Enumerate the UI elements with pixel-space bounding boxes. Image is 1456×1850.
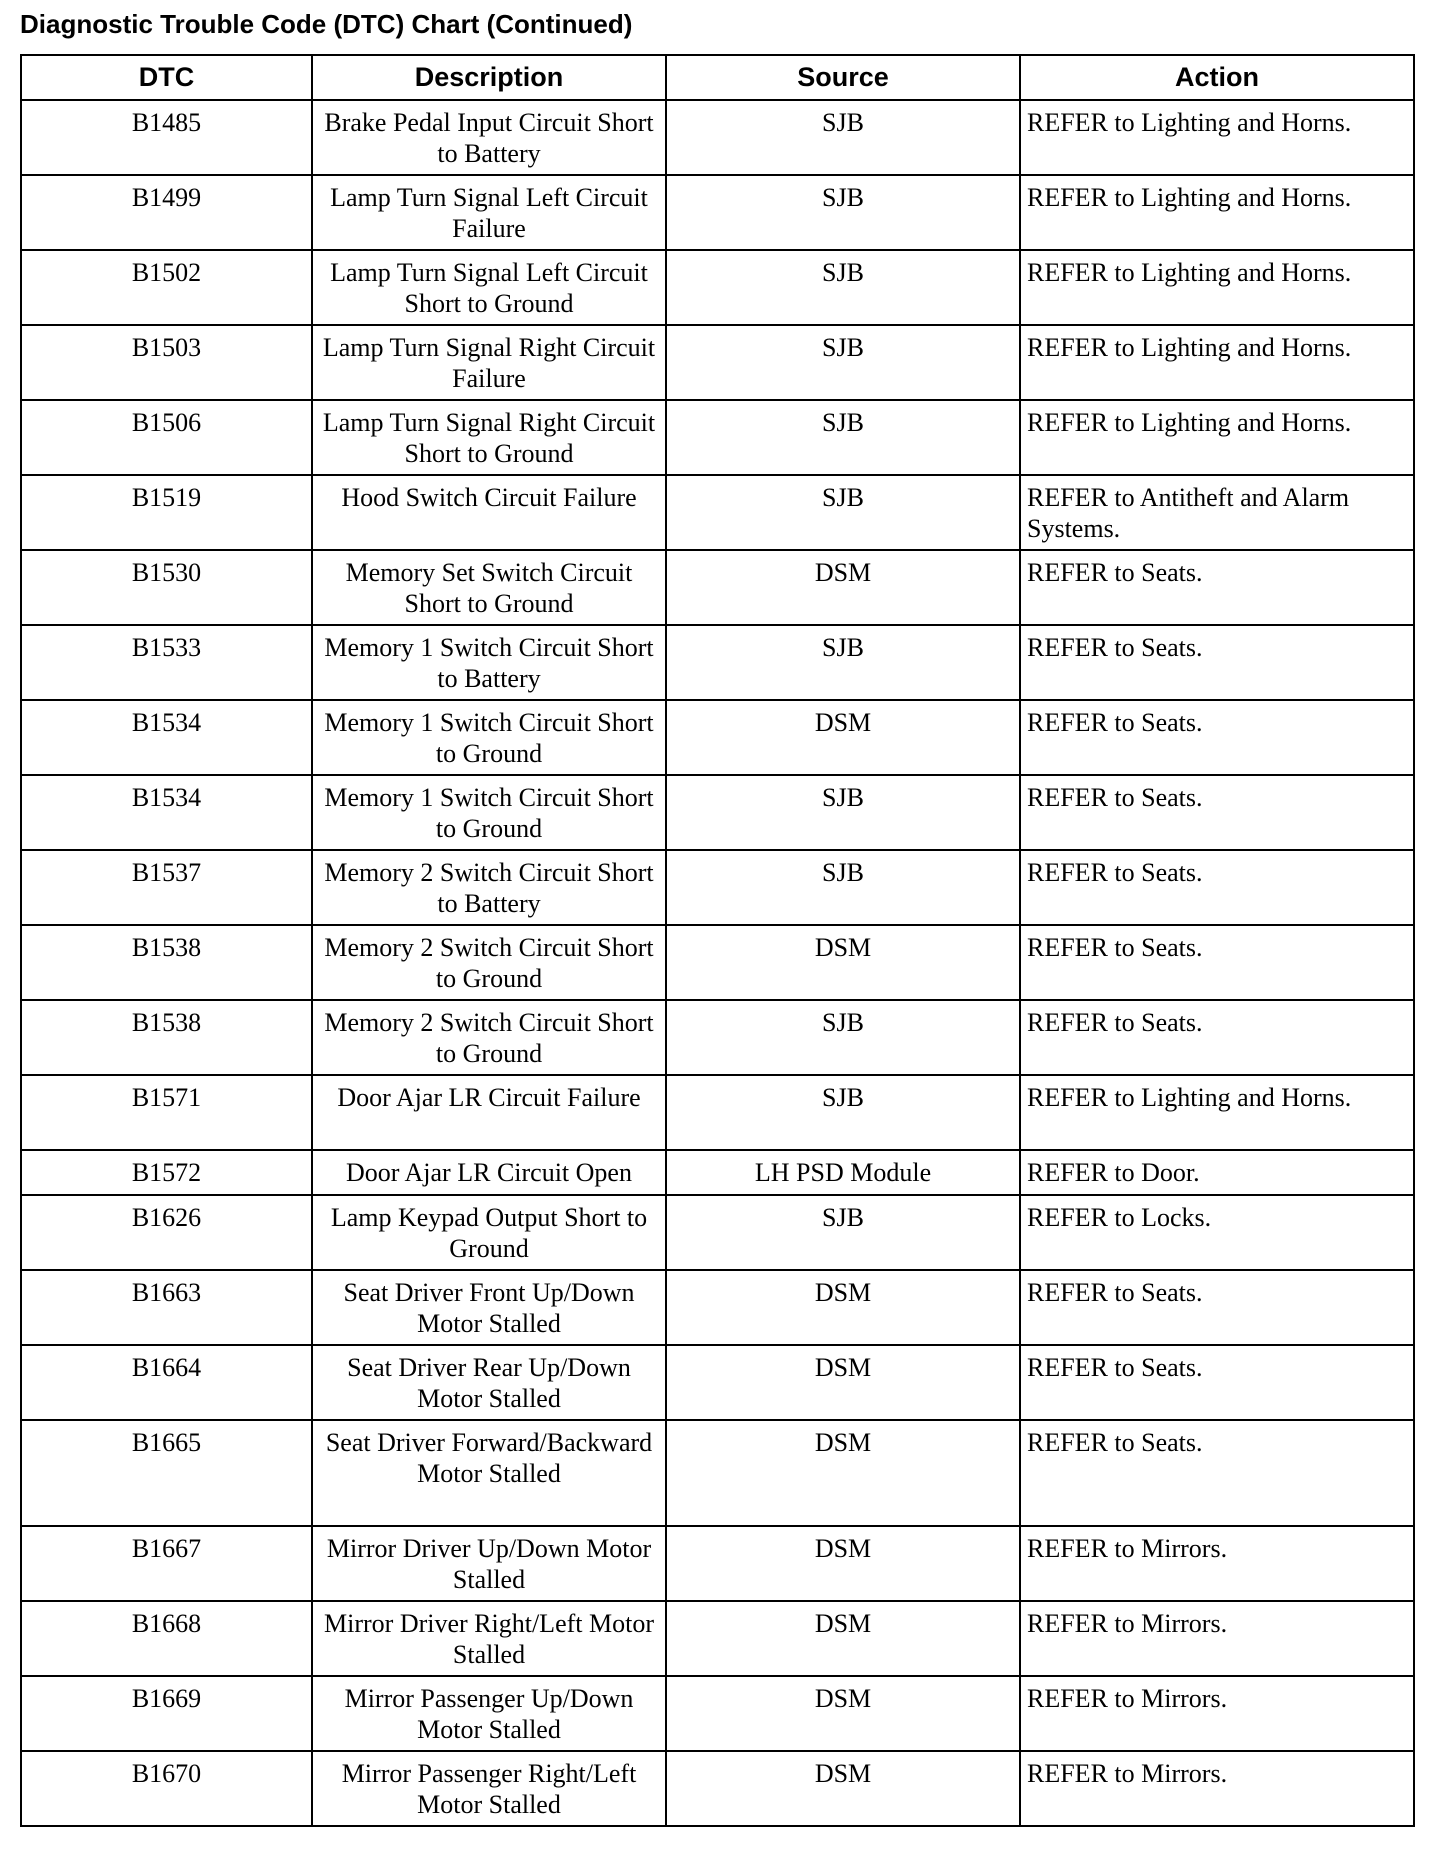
cell-dtc: B1519 xyxy=(21,475,312,550)
table-row xyxy=(21,700,1414,775)
cell-source: DSM xyxy=(666,1526,1020,1601)
cell-action: REFER to Lighting and Horns. xyxy=(1020,250,1414,325)
table-row xyxy=(21,1526,1414,1601)
table-row xyxy=(21,850,1414,925)
cell-description: Lamp Turn Signal Right Circuit Failure xyxy=(312,325,666,400)
cell-action: REFER to Lighting and Horns. xyxy=(1020,400,1414,475)
cell-description: Brake Pedal Input Circuit Short to Battery xyxy=(312,100,666,175)
cell-dtc: B1667 xyxy=(21,1526,312,1601)
table-header-row xyxy=(21,55,1414,100)
cell-source: SJB xyxy=(666,250,1020,325)
cell-description: Memory 1 Switch Circuit Short to Battery xyxy=(312,625,666,700)
cell-source: DSM xyxy=(666,1420,1020,1526)
cell-source: DSM xyxy=(666,1601,1020,1676)
cell-dtc: B1538 xyxy=(21,1000,312,1075)
column-header-action: Action xyxy=(1020,55,1414,100)
cell-description: Door Ajar LR Circuit Failure xyxy=(312,1075,666,1150)
cell-source: SJB xyxy=(666,850,1020,925)
cell-description: Memory Set Switch Circuit Short to Ground xyxy=(312,550,666,625)
cell-source: SJB xyxy=(666,1195,1020,1270)
cell-dtc: B1664 xyxy=(21,1345,312,1420)
cell-dtc: B1534 xyxy=(21,700,312,775)
cell-action: REFER to Mirrors. xyxy=(1020,1751,1414,1826)
cell-action: REFER to Seats. xyxy=(1020,925,1414,1000)
dtc-table xyxy=(20,54,1415,1827)
table-row xyxy=(21,925,1414,1000)
cell-source: SJB xyxy=(666,400,1020,475)
table-row xyxy=(21,1075,1414,1150)
cell-dtc: B1530 xyxy=(21,550,312,625)
page-title: Diagnostic Trouble Code (DTC) Chart (Continued) xyxy=(20,9,633,39)
cell-description: Hood Switch Circuit Failure xyxy=(312,475,666,550)
cell-dtc: B1506 xyxy=(21,400,312,475)
cell-source: SJB xyxy=(666,775,1020,850)
cell-dtc: B1571 xyxy=(21,1075,312,1150)
cell-dtc: B1626 xyxy=(21,1195,312,1270)
cell-action: REFER to Seats. xyxy=(1020,625,1414,700)
cell-dtc: B1665 xyxy=(21,1420,312,1526)
table-row xyxy=(21,625,1414,700)
table-row xyxy=(21,1420,1414,1526)
table-row xyxy=(21,475,1414,550)
cell-dtc: B1538 xyxy=(21,925,312,1000)
cell-description: Memory 1 Switch Circuit Short to Ground xyxy=(312,775,666,850)
table-row xyxy=(21,1270,1414,1345)
table-row xyxy=(21,1676,1414,1751)
cell-source: DSM xyxy=(666,1676,1020,1751)
table-row xyxy=(21,1150,1414,1195)
cell-dtc: B1670 xyxy=(21,1751,312,1826)
cell-description: Lamp Keypad Output Short to Ground xyxy=(312,1195,666,1270)
cell-description: Memory 2 Switch Circuit Short to Battery xyxy=(312,850,666,925)
cell-description: Mirror Passenger Up/Down Motor Stalled xyxy=(312,1676,666,1751)
cell-action: REFER to Seats. xyxy=(1020,775,1414,850)
cell-description: Mirror Passenger Right/Left Motor Stalled xyxy=(312,1751,666,1826)
cell-description: Mirror Driver Right/Left Motor Stalled xyxy=(312,1601,666,1676)
table-row xyxy=(21,1751,1414,1826)
table-row xyxy=(21,775,1414,850)
cell-action: REFER to Door. xyxy=(1020,1150,1414,1195)
cell-source: SJB xyxy=(666,625,1020,700)
cell-description: Seat Driver Forward/Backward Motor Stalled xyxy=(312,1420,666,1526)
cell-source: DSM xyxy=(666,925,1020,1000)
cell-description: Mirror Driver Up/Down Motor Stalled xyxy=(312,1526,666,1601)
column-header-dtc: DTC xyxy=(21,55,312,100)
table-row xyxy=(21,100,1414,175)
cell-dtc: B1502 xyxy=(21,250,312,325)
cell-action: REFER to Lighting and Horns. xyxy=(1020,175,1414,250)
table-row xyxy=(21,550,1414,625)
cell-description: Door Ajar LR Circuit Open xyxy=(312,1150,666,1195)
cell-action: REFER to Seats. xyxy=(1020,1000,1414,1075)
cell-description: Memory 1 Switch Circuit Short to Ground xyxy=(312,700,666,775)
table-row xyxy=(21,325,1414,400)
cell-action: REFER to Lighting and Horns. xyxy=(1020,325,1414,400)
cell-source: DSM xyxy=(666,550,1020,625)
cell-source: SJB xyxy=(666,475,1020,550)
cell-description: Seat Driver Front Up/Down Motor Stalled xyxy=(312,1270,666,1345)
cell-source: DSM xyxy=(666,1270,1020,1345)
cell-description: Lamp Turn Signal Left Circuit Failure xyxy=(312,175,666,250)
cell-action: REFER to Seats. xyxy=(1020,1270,1414,1345)
cell-source: DSM xyxy=(666,1751,1020,1826)
cell-action: REFER to Lighting and Horns. xyxy=(1020,1075,1414,1150)
cell-dtc: B1537 xyxy=(21,850,312,925)
cell-source: DSM xyxy=(666,1345,1020,1420)
table-row xyxy=(21,250,1414,325)
cell-dtc: B1572 xyxy=(21,1150,312,1195)
cell-description: Memory 2 Switch Circuit Short to Ground xyxy=(312,925,666,1000)
table-row xyxy=(21,400,1414,475)
cell-dtc: B1668 xyxy=(21,1601,312,1676)
cell-action: REFER to Antitheft and Alarm Systems. xyxy=(1020,475,1414,550)
cell-action: REFER to Seats. xyxy=(1020,850,1414,925)
cell-source: SJB xyxy=(666,100,1020,175)
cell-dtc: B1663 xyxy=(21,1270,312,1345)
cell-action: REFER to Mirrors. xyxy=(1020,1601,1414,1676)
column-header-source: Source xyxy=(666,55,1020,100)
cell-description: Seat Driver Rear Up/Down Motor Stalled xyxy=(312,1345,666,1420)
cell-dtc: B1534 xyxy=(21,775,312,850)
cell-source: LH PSD Module xyxy=(666,1150,1020,1195)
cell-action: REFER to Lighting and Horns. xyxy=(1020,100,1414,175)
cell-dtc: B1669 xyxy=(21,1676,312,1751)
cell-action: REFER to Locks. xyxy=(1020,1195,1414,1270)
table-row xyxy=(21,1000,1414,1075)
cell-dtc: B1499 xyxy=(21,175,312,250)
cell-action: REFER to Seats. xyxy=(1020,1345,1414,1420)
cell-action: REFER to Mirrors. xyxy=(1020,1526,1414,1601)
cell-description: Lamp Turn Signal Left Circuit Short to Ground xyxy=(312,250,666,325)
table-row xyxy=(21,175,1414,250)
cell-action: REFER to Seats. xyxy=(1020,550,1414,625)
cell-dtc: B1503 xyxy=(21,325,312,400)
cell-description: Lamp Turn Signal Right Circuit Short to Ground xyxy=(312,400,666,475)
cell-source: SJB xyxy=(666,1000,1020,1075)
table-row xyxy=(21,1195,1414,1270)
cell-action: REFER to Seats. xyxy=(1020,700,1414,775)
cell-source: SJB xyxy=(666,325,1020,400)
cell-source: SJB xyxy=(666,1075,1020,1150)
cell-action: REFER to Mirrors. xyxy=(1020,1676,1414,1751)
cell-source: DSM xyxy=(666,700,1020,775)
cell-dtc: B1485 xyxy=(21,100,312,175)
column-header-description: Description xyxy=(312,55,666,100)
cell-source: SJB xyxy=(666,175,1020,250)
cell-description: Memory 2 Switch Circuit Short to Ground xyxy=(312,1000,666,1075)
table-row xyxy=(21,1345,1414,1420)
table-row xyxy=(21,1601,1414,1676)
cell-dtc: B1533 xyxy=(21,625,312,700)
cell-action: REFER to Seats. xyxy=(1020,1420,1414,1526)
